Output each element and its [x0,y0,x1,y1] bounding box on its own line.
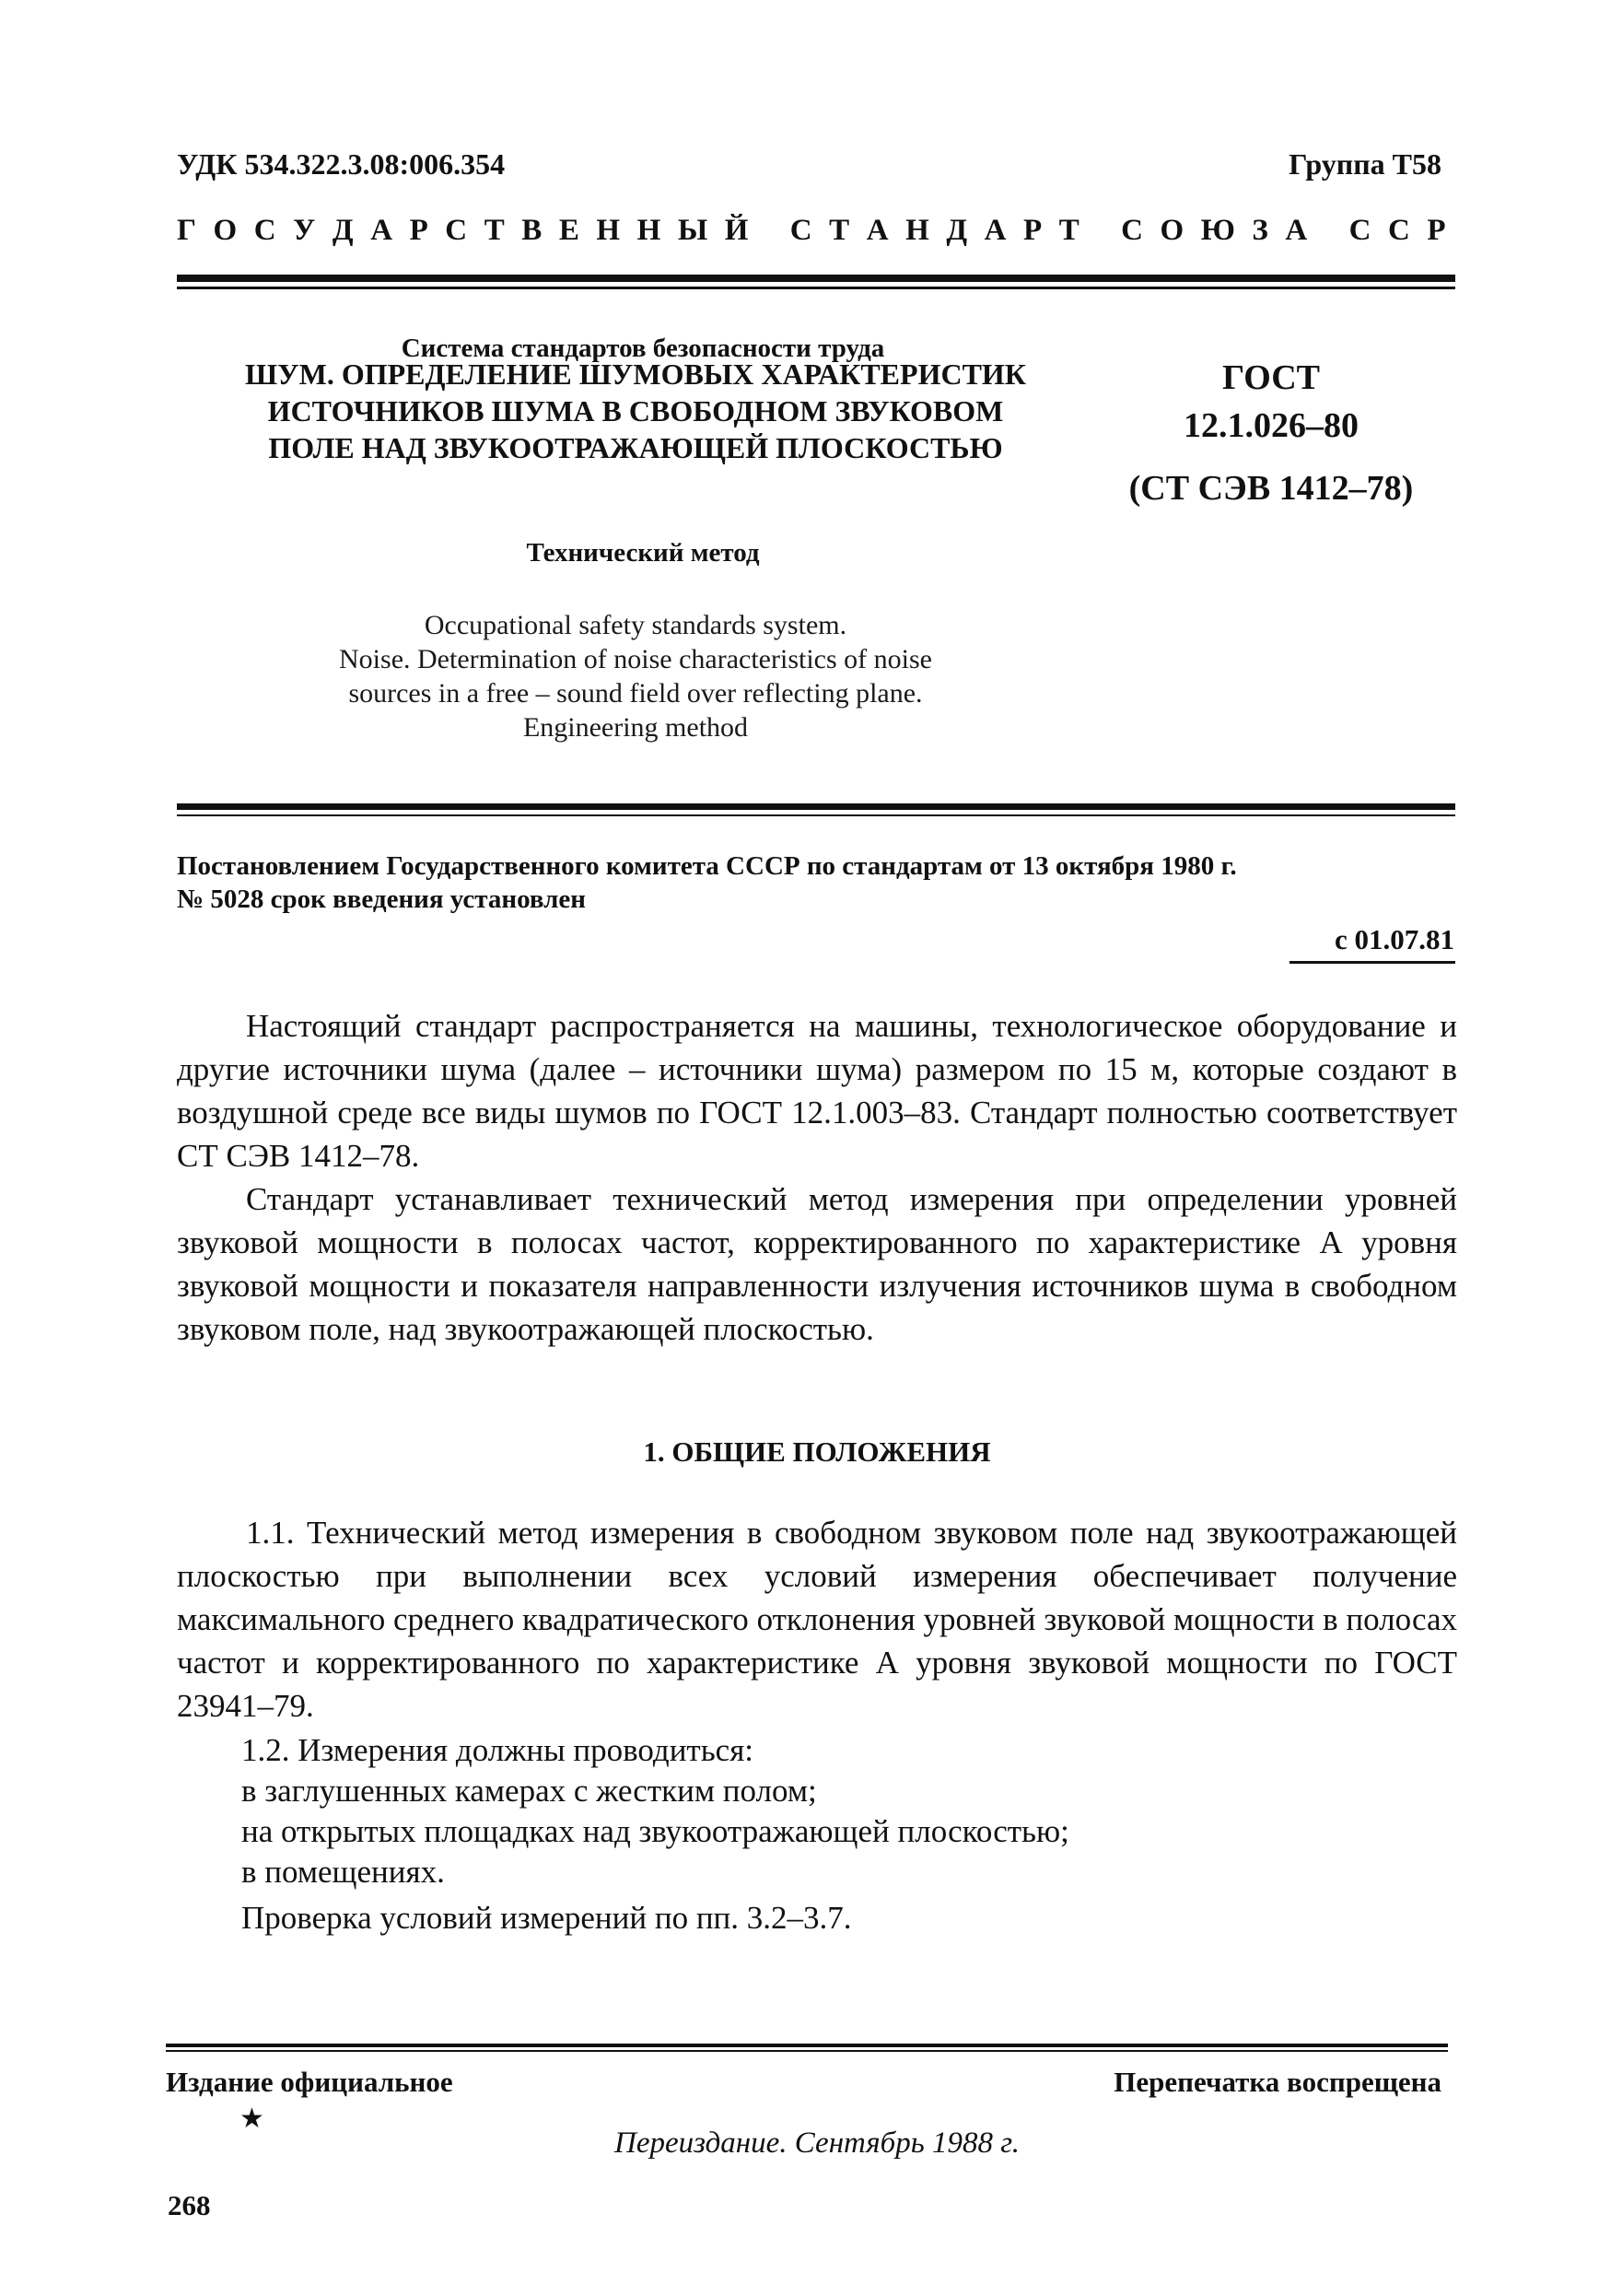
heading-letter: С [1387,214,1412,247]
list-item: в заглушенных камерах с жестким полом; [241,1773,817,1809]
decree-line: Постановлением Государственного комитета СССР по стандартам от 13 октября 1980 г. [177,851,1237,881]
heading-letter: Р [1023,214,1044,247]
gost-number: 12.1.026–80 [1184,406,1359,445]
heading-letter: Е [558,214,581,247]
heading-letter: С [1121,214,1145,247]
heading-letter: Т [829,214,852,247]
english-line: Occupational safety standards system. [424,610,847,640]
heading-letter: Н [596,214,623,247]
title-line: ПОЛЕ НАД ЗВУКООТРАЖАЮЩЕЙ ПЛОСКОСТЬЮ [268,431,1003,464]
english-line: sources in a free – sound field over reflecting plane. [348,678,923,709]
official-edition: Издание официальное [166,2066,453,2098]
paragraph-text: 1.1. Технический метод измерения в свободном звуковом поле над звукоотражающей плоскостью при выполнении всех условий измерения обеспечивает получение максимального среднего квадратического отклонения уровней звуковой мощности в полосах частот и корректированного по характеристике А уровня звуковой мощности по ГОСТ 23941–79. [177,1515,1457,1724]
heading-letter: А [866,214,891,247]
list-item: на открытых площадках над звукоотражающей плоскостью; [241,1813,1069,1849]
heading-letter: С [789,214,814,247]
system-title: Система стандартов безопасности труда [401,334,885,363]
heading-letter: Д [332,214,356,247]
heading-letter: Т [1058,214,1081,247]
heading-letter: О [213,214,239,247]
heading-letter: Н [636,214,663,247]
heading-letter: А [1285,214,1310,247]
reprint-forbidden: Перепечатка воспрещена [1114,2066,1441,2098]
heading-letter: У [293,214,318,247]
heading-letter: О [1160,214,1186,247]
measurement-list [241,1730,1439,1892]
state-standard-heading [177,214,1448,248]
top-rule-thick [177,275,1455,282]
method-title: Технический метод [526,538,760,568]
heading-letter: А [984,214,1009,247]
footer-rule-thin [166,2050,1448,2052]
heading-letter [1324,214,1334,248]
heading-letter [1096,214,1105,248]
title-line: ИСТОЧНИКОВ ШУМА В СВОБОДНОМ ЗВУКОВОМ [267,394,1004,428]
udk-code: УДК 534.322.3.08:006.354 [177,147,506,181]
cmea-number: (СТ СЭВ 1412–78) [1128,469,1414,508]
paragraph-text: Настоящий стандарт распространяется на машины, технологическое оборудование и другие источники шума (далее – источники шума) размером по 15 м, которые создают в воздушной среде все виды шумов по ГОСТ 12.1.003–83. Стандарт полностью соответствует СТ СЭВ 1412–78. [177,1008,1457,1174]
paragraph-purpose [177,1177,1457,1351]
paragraph-scope [177,1004,1457,1177]
english-line: Noise. Determination of noise characteristics of noise [339,644,932,674]
heading-letter: С [445,214,470,247]
heading-letter: Ы [677,214,710,247]
introduction-date: с 01.07.81 [1334,923,1454,955]
list-item: в помещениях. [241,1854,445,1890]
check-conditions: Проверка условий измерений по пп. 3.2–3.7. [241,1900,852,1936]
page-number: 268 [168,2189,211,2221]
decree-text [177,849,1457,916]
paragraph-1-1 [177,1511,1457,1728]
standard-title [212,356,1059,466]
reissue-note: Переиздание. Сентябрь 1988 г. [614,2126,1020,2160]
heading-letter: Й [724,214,751,247]
group-code: Группа Т58 [1289,147,1441,181]
middle-rule-thick [177,803,1455,810]
paragraph-text: Стандарт устанавливает технический метод измерения при определении уровней звуковой мощности в полосах частот, корректированного по характеристике А уровня звуковой мощности и показателя направленности излучения источников шума в свободном звуковом поле, над звукоотражающей плоскостью. [177,1181,1457,1347]
heading-letter: Г [177,214,198,247]
heading-letter: Ю [1200,214,1237,247]
middle-rule-thin [177,814,1455,816]
heading-letter: Д [946,214,970,247]
section-title: 1. ОБЩИЕ ПОЛОЖЕНИЯ [643,1435,991,1468]
star-icon: ★ [239,2103,264,2134]
title-line: ШУМ. ОПРЕДЕЛЕНИЕ ШУМОВЫХ ХАРАКТЕРИСТИК [245,357,1026,391]
heading-letter: А [370,214,395,247]
heading-letter: Р [409,214,430,247]
heading-letter [765,214,775,248]
list-item: 1.2. Измерения должны проводиться: [241,1732,754,1768]
heading-letter: З [1252,214,1270,247]
decree-line: № 5028 срок введения установлен [177,884,587,914]
heading-letter: Т [484,214,507,247]
footer-rule-thick [166,2044,1448,2047]
heading-letter: С [253,214,278,247]
gost-label: ГОСТ [1221,358,1321,397]
heading-letter: Р [1427,214,1448,247]
top-rule-thin [177,287,1455,289]
date-underline [1289,961,1455,964]
heading-letter: Н [905,214,931,247]
heading-letter: В [521,214,544,247]
heading-letter: С [1348,214,1373,247]
english-line: Engineering method [522,712,749,743]
english-title [230,608,1041,744]
